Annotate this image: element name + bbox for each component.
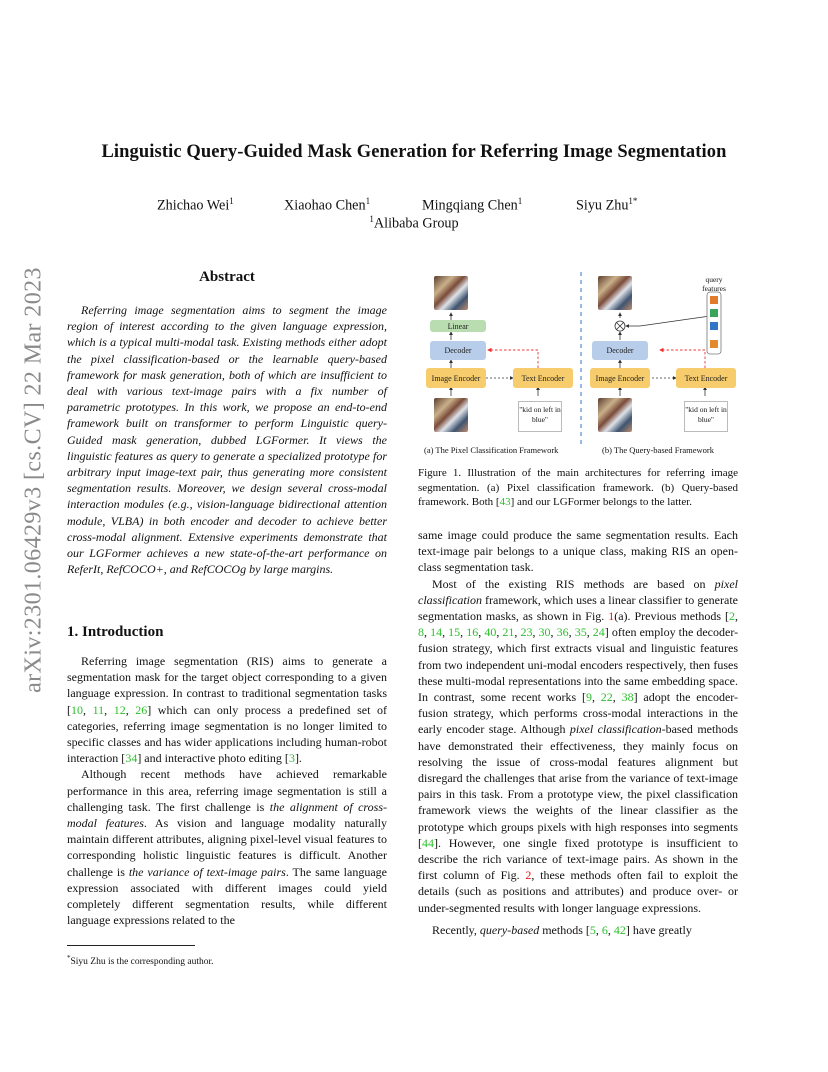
author-1 <box>157 196 234 215</box>
text-run: ]. However, one single fixed prototype is insufficient to describe the rich variance of text-image pairs. As shown in the first column of Fig. <box>418 835 738 883</box>
citation-group: 2, 8, 14, 15, 16, 40, 21, 23, 30, 36, 35, 24 <box>418 609 738 640</box>
figure-link[interactable]: 1 <box>608 609 615 624</box>
citation-link[interactable]: 15 <box>448 625 461 640</box>
intro-heading: 1. Introduction <box>67 624 164 640</box>
text-run: Figure 1. Illustration of the main architectures for referring image segmentation. (a) Pixel classification framework. (b) Query-based framework. Both [ <box>418 467 738 508</box>
author-list <box>0 196 828 216</box>
text-run: (a). Previous methods [ <box>614 609 729 624</box>
text-run: ]. <box>294 751 302 766</box>
author-name: Mingqiang Chen <box>422 197 518 214</box>
intro-paragraph-1: Referring image segmentation (RIS) aims to generate a segmentation mask for the target object corresponding to a given language expression. In contrast to traditional segmentation tasks [10, 11, 12, 26] which can only process a predefined set of categories, referring image segmentation is no longer limited to specific classes and has wider applications including human-robot interaction [34] and interactive photo editing [3]. <box>67 654 387 766</box>
text-run: . The same language expression associated with different images could yield completely different segmentation results, while different language expressions related to the <box>67 864 387 928</box>
affiliation-sup: 1 <box>369 214 374 224</box>
expression-text: "kid on left in blue" <box>684 401 728 432</box>
text-encoder-box: Text Encoder <box>513 368 573 388</box>
author-sup: 1 <box>229 196 234 206</box>
abstract-heading: Abstract <box>199 269 255 285</box>
emphasis: the alignment of cross-modal features <box>67 799 387 831</box>
citation-link[interactable]: 14 <box>430 625 443 640</box>
decoder-box: Decoder <box>430 341 486 360</box>
citation-link[interactable]: 26 <box>135 702 148 717</box>
text-run: ] and our LGFormer belongs to the latter. <box>510 496 693 508</box>
citation-link[interactable]: 24 <box>592 625 605 640</box>
citation-link[interactable]: 30 <box>538 625 551 640</box>
author-sup: 1* <box>628 196 638 206</box>
author-sup: 1 <box>365 196 371 206</box>
figure-1 <box>418 268 744 462</box>
paragraph-continued: same image could produce the same segmentation results. Each text-image pair belongs to a unique class, making RIS an open-class segmentation task. <box>418 528 738 575</box>
abstract-text: Referring image segmentation aims to segment the image region of interest according to the given language expression, which is a typical multi-modal task. Existing methods either adopt the pixel classification-based or the learnable query-based framework for mask generation, both of which are insufficient to deal with various text-image pairs with a fix number of parametric prototypes. In this work, we propose an end-to-end framework built on transformer to perform Linguistic query-Guided mask generation, dubbed LGFormer. It views the linguistic features as query to generate a specialized prototype for arbitrary input image-text pair, thus generating more consistent segmentation results. Moreover, we design several cross-modal interaction modules (e.g., vision-language bidirectional attention module, VLBA) in both encoder and decoder to achieve better cross-modal alignment. Extensive experiments demonstrate that our LGFormer achieves a new state-of-the-art performance on ReferIt, RefCOCO+, and RefCOCOg by large margins. <box>67 303 387 577</box>
text-run: . As vision and language modality naturally maintain different attributes, aligning pixel-level visual features to corresponding holistic linguistic features is difficult. Another challenge is <box>67 816 387 879</box>
text-run: ] have greatly <box>625 922 692 937</box>
citation-link[interactable]: 43 <box>499 496 511 508</box>
text-run: ] often employ the decoder-fusion strategy, which first extracts visual and linguistic features from two independent uni-modal encoders respectively, then fuses these multi-modal representations into the same embedding space. In contrast, some recent works [ <box>418 625 739 705</box>
citation-link[interactable]: 12 <box>113 702 126 717</box>
expression-text: "kid on left in blue" <box>518 401 562 432</box>
citation-link[interactable]: 8 <box>418 625 424 640</box>
text-run: ] and interactive photo editing [ <box>137 751 289 766</box>
footnote-rule <box>67 945 195 946</box>
citation-link[interactable]: 3 <box>288 751 295 766</box>
affiliation-name: Alibaba Group <box>373 215 459 232</box>
text-run: Referring image segmentation (RIS) aims to generate a segmentation mask for the target object corresponding to a given language expression. In contrast to traditional segmentation tasks [ <box>67 654 387 717</box>
intro-body <box>67 653 387 928</box>
text-run: -based methods have demonstrated their effectiveness, they mainly focus on resolving the issue of cross-modal features alignment but disregard the challenges that arise from the variance of text-image pairs in this task. From a prototype view, the pixel classification framework views the weights of the linear classifier as the prototype which groups pixels with high responses into segments [ <box>418 722 738 850</box>
citation-group: 9, 22, 38 <box>585 690 634 705</box>
input-image <box>598 398 632 432</box>
figure-sublabel-b: (b) The Query-based Framework <box>602 445 714 455</box>
text-run: framework, which uses a linear classifier to generate segmentation masks, as shown in Fig. <box>418 592 738 624</box>
footnote-mark: * <box>67 954 71 962</box>
citation-link[interactable]: 22 <box>600 690 613 705</box>
citation-link[interactable]: 36 <box>556 625 569 640</box>
decoder-box: Decoder <box>592 341 648 360</box>
author-4 <box>576 196 637 215</box>
arrow <box>626 316 710 326</box>
paragraph-query-based <box>418 922 738 938</box>
citation-link[interactable]: 38 <box>621 690 634 705</box>
arxiv-watermark-text: arXiv:2301.06429v3 [cs.CV] 22 Mar 2023 <box>20 267 47 693</box>
author-name: Xiaohao Chen <box>284 197 366 214</box>
author-name: Siyu Zhu <box>576 197 629 214</box>
citation-group: 5, 6, 42 <box>589 922 626 937</box>
intro-paragraph-2 <box>67 766 387 928</box>
output-mask-image <box>434 276 468 310</box>
footnote <box>67 952 214 968</box>
arxiv-watermark <box>14 267 54 693</box>
right-column-body <box>418 527 738 938</box>
emphasis: pixel classification <box>569 722 662 737</box>
author-sup: 1 <box>517 196 523 206</box>
figure-link[interactable]: 2 <box>525 868 532 883</box>
paragraph-pixel-classification <box>418 576 738 916</box>
input-image <box>434 398 468 432</box>
citation-link[interactable]: 11 <box>92 702 105 717</box>
paper-title: Linguistic Query-Guided Mask Generation for Referring Image Segmentation <box>101 142 727 162</box>
citation-link[interactable]: 42 <box>613 922 626 937</box>
image-encoder-box: Image Encoder <box>426 368 486 388</box>
text-run: ] which can only process a predefined set of categories, referring image segmentation is no longer limited to specific classes and has wider applications including human-robot interaction [ <box>67 702 387 766</box>
citation-link[interactable]: 34 <box>125 751 138 766</box>
output-mask-image <box>598 276 632 310</box>
author-name: Zhichao Wei <box>157 197 230 214</box>
author-2 <box>284 196 370 215</box>
citation-link[interactable]: 35 <box>574 625 587 640</box>
citation-link[interactable]: 10 <box>71 702 83 717</box>
emphasis: pixel classification <box>418 576 738 607</box>
emphasis: query-based <box>479 922 540 937</box>
citation-link[interactable]: 5 <box>589 922 596 937</box>
text-run: ] adopt the encoder-fusion strategy, which performs cross-modal interactions in the early encoder stage. Although <box>418 690 739 737</box>
figure-sublabel-a: (a) The Pixel Classification Framework <box>424 445 559 455</box>
citation-link[interactable]: 16 <box>466 625 479 640</box>
query-features-label: query features <box>702 275 726 293</box>
affiliation <box>0 214 828 233</box>
footnote-text: Siyu Zhu is the corresponding author. <box>70 957 214 968</box>
citation-link[interactable]: 23 <box>520 625 533 640</box>
text-run: Although recent methods have achieved remarkable performance in this area, referring image segmentation is still a challenging task. The first challenge is <box>67 767 387 814</box>
text-encoder-box: Text Encoder <box>676 368 736 388</box>
figure-caption <box>418 466 738 510</box>
linear-box: Linear <box>430 320 486 332</box>
text-run: Most of the existing RIS methods are based on <box>432 576 715 591</box>
citation-link[interactable]: 6 <box>601 922 608 937</box>
text-run: , these methods often fail to exploit the details (such as positions and attributes) and produce over- or under-segmented results with longer language expressions. <box>418 868 738 915</box>
text-run: methods [ <box>539 922 590 937</box>
citation-link[interactable]: 9 <box>585 690 592 705</box>
emphasis: the variance of text-image pairs <box>128 864 286 879</box>
citation-link[interactable]: 2 <box>729 609 735 624</box>
citation-link[interactable]: 40 <box>484 625 497 640</box>
citation-link[interactable]: 44 <box>422 835 434 850</box>
author-3 <box>422 196 522 215</box>
text-run: Recently, <box>432 922 480 937</box>
arrow-red <box>488 350 538 368</box>
arrow-red <box>660 350 705 368</box>
image-encoder-box: Image Encoder <box>590 368 650 388</box>
citation-link[interactable]: 21 <box>502 625 515 640</box>
